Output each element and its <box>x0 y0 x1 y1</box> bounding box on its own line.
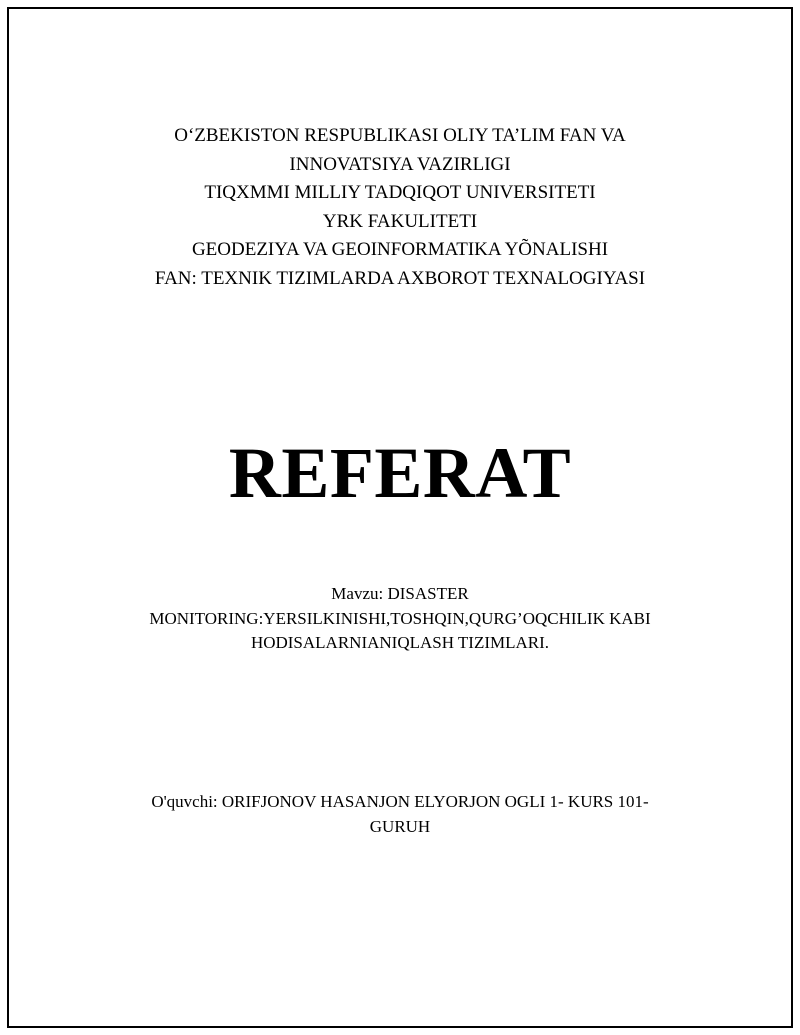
student-block <box>0 790 800 839</box>
document-title: REFERAT <box>228 433 572 513</box>
topic-line-2: MONITORING:YERSILKINISHI,TOSHQIN,QURG’OQCHILIK KABI <box>149 608 651 628</box>
institution-header <box>0 122 800 293</box>
topic-block <box>0 582 800 656</box>
header-line-university: TIQXMMI MILLIY TADQIQOT UNIVERSITETI <box>204 182 596 203</box>
header-line-ministry-1: O‘ZBEKISTON RESPUBLIKASI OLIY TA’LIM FAN VA <box>174 125 626 146</box>
topic-line-3: HODISALARNIANIQLASH TIZIMLARI. <box>250 633 550 652</box>
header-line-subject: FAN: TEXNIK TIZIMLARDA AXBOROT TEXNALOGIYASI <box>154 267 646 289</box>
header-line-faculty: YRK FAKULITETI <box>322 210 478 232</box>
header-line-direction: GEODEZIYA VA GEOINFORMATIKA YÕNALISHI <box>191 239 609 260</box>
student-line-1: O'quvchi: ORIFJONOV HASANJON ELYORJON OGLI 1- KURS 101- <box>151 792 649 811</box>
student-line-2: GURUH <box>369 816 431 836</box>
header-line-ministry-2: INNOVATSIYA VAZIRLIGI <box>289 153 511 175</box>
topic-line-1: Mavzu: DISASTER <box>331 584 469 603</box>
